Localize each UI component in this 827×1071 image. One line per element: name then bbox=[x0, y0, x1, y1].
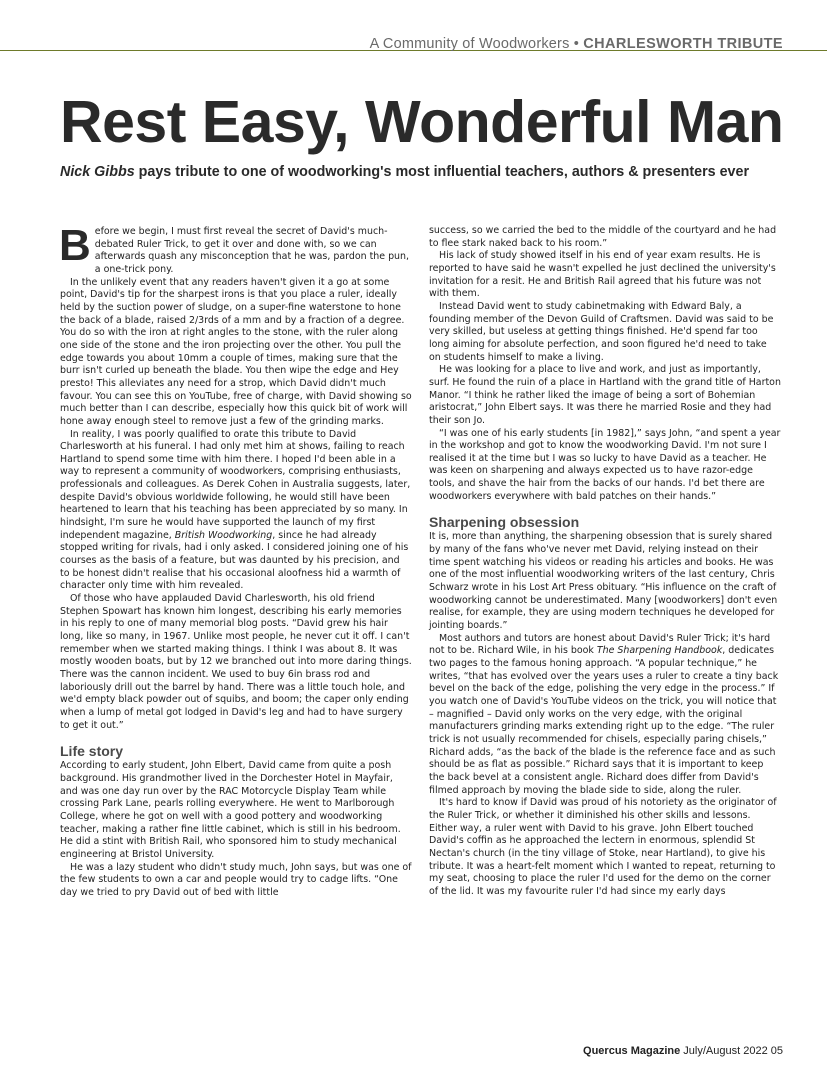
intro-paragraph bbox=[59, 221, 412, 277]
drop-cap: B bbox=[59, 221, 91, 270]
running-head-section: CHARLESWORTH TRIBUTE bbox=[583, 36, 783, 52]
body-paragraph: His lack of study showed itself in his end of year exam results. He is reported to have said he wasn't expelled he just declined the university's invitation for a resit. He and British Rail agreed that his future was not with them. bbox=[429, 250, 776, 300]
body-paragraph: “I was one of his early students [in 1982],” says John, “and spent a year in the workshop and got to know the woodworking David. I'm not sure I realised it at the time but I was so lucky to have David as a teacher. He was keen on sharpening and always expected us to have razor-edge tools, and shave the hair from the backs of our hands. I'd bet there are woodworkers everywhere with bald patches on their hands.” bbox=[429, 427, 781, 502]
body-paragraph: success, so we carried the bed to the middle of the courtyard and he had to flee stark naked back to his room.” bbox=[429, 225, 777, 249]
body-paragraph: In the unlikely event that any readers haven't given it a go at some point, David's tip for the sharpest irons is that you place a ruler, ideally held by the suction power of sludge, on a super-fine waterstone to hone the back of a blade, raised 2/3rds of a mm and by a fraction of a degree. You do so with the iron at right angles to the stone, with the ruler along one side of the stone and the iron projecting over the other. You pull the edge towards you about 10mm a couple of times, making sure that the burr isn't curled up beneath the blade. You then wipe the edge and Hey presto! This alleviates any need for a strop, which David didn't much favour. You can see this on YouTube, free of charge, with David showing so much better than I can describe, especially how this quick bit of work will hone away enough steel to remove just a few of the grinding marks. bbox=[60, 276, 412, 427]
body-paragraph bbox=[429, 633, 781, 798]
body-paragraph: Of those who have applauded David Charlesworth, his old friend Stephen Spowart has known him longest, describing his early memories in his reply to one of many memorial blog posts. “David grew his hair long, like so many, in 1967. Unlike most people, he never cut it off. I can't remember when we started making things. I think I was about 8. It was mostly wooden boats, but by 12 we branched out into more daring things. There was the cannon incident. We used to buy 6in brass rod and laboriously drill out the barrel by hand. There was a little touch hole, and we'd empty black powder out of squibs, and boom; the caper only ending when a lump of metal got lodged in David's leg and had to have surgery to get it out.” bbox=[60, 593, 412, 731]
book-title-italic: The Sharpening Handbook bbox=[596, 645, 723, 657]
left-column bbox=[59, 221, 412, 899]
body-paragraph: He was a lazy student who didn't study much, John says, but was one of the few students to own a car and people would try to cadge lifts. “One day we tried to pry David out of bed with little bbox=[60, 861, 412, 898]
magazine-name: Quercus Magazine bbox=[583, 1045, 681, 1057]
intro-text: efore we begin, I must first reveal the secret of David's much-debated Ruler Trick, to get it over and done with, so we can afterwards quash any misconception that he was, pardon the pun, a one-trick pony. bbox=[94, 226, 410, 275]
issue-date: July/August 2022 bbox=[683, 1045, 768, 1057]
running-head-community: A Community of Woodworkers • bbox=[369, 36, 580, 52]
standfirst-text: pays tribute to one of woodworking's most influential teachers, authors & presenters ever bbox=[138, 164, 750, 180]
folio bbox=[583, 1045, 783, 1057]
section-heading-sharpening: Sharpening obsession bbox=[429, 514, 580, 531]
author-name: Nick Gibbs bbox=[60, 164, 135, 180]
paragraph-text: In reality, I was poorly qualified to orate this tribute to David Charlesworth at his funeral. I had only met him at shows, failing to reach Hartland to spend some time with him there. I hoped I'd been able in a way to represent a community of woodworkers, comprising enthusiasts, professionals and colleagues. As Derek Cohen in Australia suggests, later, despite David's obvious worldwide following, he would still have been heartened to learn that his teaching has been appreciated by so many. In hindsight, I'm sure he would have supported the launch of my first independent magazine, bbox=[60, 428, 411, 541]
paragraph-text: , dedicates two pages to the famous honing approach. “A popular technique,” he writes, “that has evolved over the years uses a ruler to create a tiny back bevel on the back of the edge, polishing the very edge in the process.” If you watch one of David's YouTube videos on the trick, you will notice that – magnified – David only works on the very edge, with the original manufacturers grinding marks extending right up to the edge. “The ruler trick is not usually recommended for chisels, especially paring chisels,” Richard adds, “as the back of the blade is the reference face and as such should be as flat as possible.” Richard says that it is important to keep the back bevel at a consistent angle. Richard does differ from David's filmed approach by moving the blade side to side, along the ruler. bbox=[429, 645, 779, 796]
paragraph-text: Most authors and tutors are honest about David's Ruler Trick; it's hard not to be. Richard Wile, in his book bbox=[429, 632, 771, 657]
body-paragraph: It is, more than anything, the sharpening obsession that is surely shared by many of the fans who've never met David, relying instead on their time spent watching his videos or reading his articles and books. He was one of the most influential woodworking writers of the last century, Chris Schwarz wrote in his Lost Art Press obituary. “His influence on the craft of woodworking cannot be underestimated. Many [woodworkers] don't even realise, for example, they are using modern techniques he developed for jointing boards.” bbox=[429, 531, 778, 632]
standfirst bbox=[60, 164, 749, 180]
section-heading-life-story: Life story bbox=[60, 743, 124, 760]
article-title: Rest Easy, Wonderful Man bbox=[60, 89, 784, 155]
body-paragraph: He was looking for a place to live and work, and just as importantly, surf. He found the ruin of a place in Hartland with the grand title of Harton Manor. “I think he rather liked the image of being a sort of Bohemian aristocrat,” John Elbert says. It was there he married Rosie and they had their son Jo. bbox=[429, 364, 781, 426]
running-head bbox=[370, 36, 783, 52]
body-paragraph: According to early student, John Elbert, David came from quite a posh background. His grandmother lived in the Dorchester Hotel in Mayfair, and was one day run over by the RAC Motorcycle Display Team while crossing Park Lane, pearls rolling everywhere. He went to Marlborough College, where he got on well with a good pottery and woodworking teacher, making a rather fine little cabinet, which is still in his bedroom. He did a stint with British Rail, who sponsored him to study mechanical engineering at Bristol University. bbox=[60, 760, 401, 860]
body-paragraph bbox=[60, 429, 412, 594]
magazine-title-italic: British Woodworking bbox=[174, 529, 273, 541]
body-paragraph: It's hard to know if David was proud of his notoriety as the originator of the Ruler Trick, or whether it diminished his other skills and lessons. Either way, a ruler went with David to his grave. John Elbert touched David's coffin as he approached the lectern in enormous, splendid St Nectan's church (in the tiny village of Stoke, near Hartland), to give his tribute. It was a heart-felt moment which I wanted to repeat, returning to my seat, choosing to place the ruler I'd used for the demo on the corner of the lid. It was my favourite ruler I'd had since my early days bbox=[429, 797, 777, 897]
body-paragraph: Instead David went to study cabinetmaking with Edward Baly, a founding member of the Devon Guild of Craftsmen. David was said to be very skilled, but useless at getting things finished. He'd spend far too long aiming for absolute perfection, and soon figured he'd need to take on students himself to make a living. bbox=[429, 300, 774, 363]
paragraph-text: , since he had already stopped writing for rivals, had i only asked. I considered joining one of his courses as the basis of a feature, but was daunted by his precision, and to be honest didn't realise that his occasional aloofness hid a warmth of character only time with him revealed. bbox=[60, 529, 409, 592]
page-number: 05 bbox=[770, 1045, 783, 1057]
right-column bbox=[429, 225, 781, 898]
